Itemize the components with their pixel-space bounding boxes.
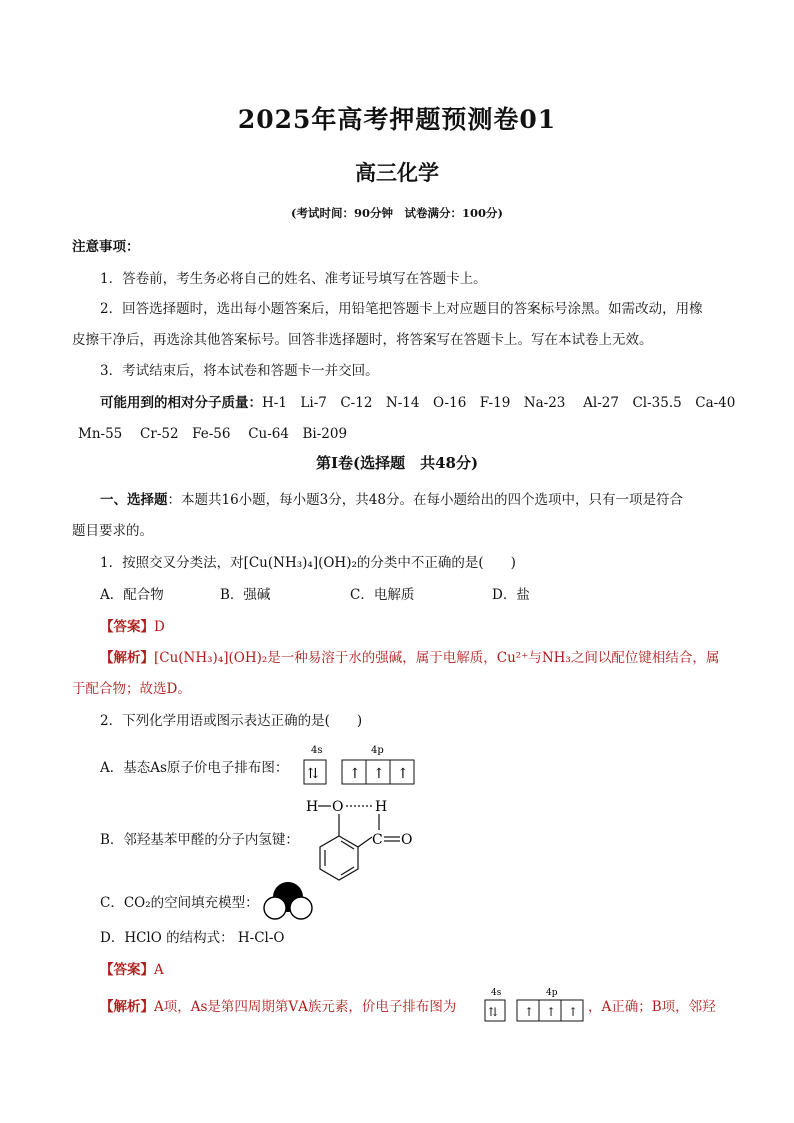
- q1-analysis-tag: 【解析】: [100, 650, 154, 666]
- hydroxybenzaldehyde-structure: [300, 792, 425, 884]
- orbital-4s-label: 4s: [311, 745, 323, 756]
- analysis-orbital-diagram: [481, 985, 595, 1025]
- masses-line-1: [100, 394, 760, 412]
- q1-option-c: C．电解质: [350, 587, 415, 603]
- orbital-4s-arrows: ⇅: [307, 766, 319, 782]
- section-intro-label: 一、选择题: [100, 492, 168, 508]
- q1-analysis-a: [100, 649, 760, 667]
- q2-option-b: B．邻羟基苯甲醛的分子内氢键：: [100, 832, 299, 848]
- struct-atom-o2: O: [401, 832, 413, 848]
- benzene-ring: [320, 836, 358, 880]
- q2-answer-value: A: [154, 962, 164, 978]
- q2-answer-tag: 【答案】: [100, 962, 154, 978]
- notes-item-3: 3．考试结束后，将本试卷和答题卡一并交回。: [100, 363, 379, 379]
- q1-answer-tag: 【答案】: [100, 619, 154, 635]
- notes-heading: 注意事项：: [72, 239, 140, 255]
- analysis-4p-label: 4p: [546, 988, 558, 998]
- analysis-4s-label: 4s: [491, 988, 502, 998]
- q2-option-a: A．基态As原子价电子排布图：: [100, 760, 289, 776]
- q2-analysis-b: ，A正确；B项，邻羟: [588, 999, 716, 1015]
- q1-option-b: B．强碱: [220, 587, 271, 603]
- q1-analysis-text: [Cu(NH₃)₄](OH)₂是一种易溶于水的强碱，属于电解质，Cu²⁺与NH₃之间以配位键相结合，属: [154, 650, 720, 666]
- q1-options: [100, 586, 760, 604]
- struct-atom-h: H: [306, 799, 319, 815]
- orbital-4p-arrow-3: ↑: [397, 766, 409, 782]
- as-orbital-diagram: [298, 742, 420, 788]
- q2-analysis-tag: 【解析】: [100, 999, 154, 1015]
- q1-stem: 1．按照交叉分类法，对[Cu(NH₃)₄](OH)₂的分类中不正确的是( ): [100, 555, 516, 571]
- q1-option-a: A．配合物: [100, 587, 164, 603]
- struct-atom-h2: H: [375, 799, 388, 815]
- section-title: 第Ⅰ卷(选择题 共48分): [315, 454, 479, 472]
- masses-values-1: H-1 Li-7 C-12 N-14 O-16 F-19 Na-23 Al-27 Cl-35.5 Ca-40: [262, 395, 736, 411]
- q2-option-c: C．CO₂的空间填充模型：: [100, 895, 259, 911]
- svg-text:↑: ↑: [546, 1005, 557, 1019]
- struct-atom-c: C: [372, 832, 383, 848]
- masses-label: 可能用到的相对分子质量：: [100, 395, 262, 411]
- oxygen-atom-left: [264, 897, 286, 919]
- q2-stem: 2．下列化学用语或图示表达正确的是( ): [100, 713, 363, 729]
- exam-info: (考试时间：90分钟 试卷满分：100分): [291, 206, 503, 220]
- co2-space-filling-model: [261, 880, 317, 922]
- orbital-4p-label: 4p: [371, 745, 384, 756]
- q2-analysis-text: A项，As是第四周期第ⅤA族元素，价电子排布图为: [154, 999, 457, 1015]
- section-intro-text: ：本题共16小题，每小题3分，共48分。在每小题给出的四个选项中，只有一项是符合: [167, 492, 683, 508]
- notes-item-2a: 2．回答选择题时，选出每小题答案后，用铅笔把答题卡上对应题目的答案标号涂黑。如需改动，用橡: [100, 301, 703, 317]
- notes-item-1: 1．答卷前，考生务必将自己的姓名、准考证号填写在答题卡上。: [100, 271, 487, 287]
- notes-item-2b: 皮擦干净后，再选涂其他答案标号。回答非选择题时，将答案写在答题卡上。写在本试卷上无效。: [72, 332, 653, 348]
- page-title: 2025年高考押题预测卷01: [237, 105, 557, 134]
- q1-option-d: D．盐: [492, 587, 530, 603]
- section-intro-a: [100, 491, 760, 509]
- svg-text:⇅: ⇅: [488, 1005, 499, 1019]
- svg-text:↑: ↑: [524, 1005, 535, 1019]
- section-intro-b: 题目要求的。: [72, 523, 153, 539]
- q2-option-d: D．HClO 的结构式： H-Cl-O: [100, 930, 285, 946]
- q2-answer: [100, 961, 760, 979]
- masses-line-2: Mn-55 Cr-52 Fe-56 Cu-64 Bi-209: [78, 426, 348, 442]
- page-subtitle: 高三化学: [355, 160, 439, 185]
- struct-atom-o: O: [332, 799, 344, 815]
- q1-analysis-b: 于配合物；故选D。: [72, 681, 191, 697]
- orbital-4p-arrow-1: ↑: [349, 766, 361, 782]
- svg-text:↑: ↑: [568, 1005, 579, 1019]
- orbital-4p-arrow-2: ↑: [373, 766, 385, 782]
- q1-answer-value: D: [154, 619, 165, 635]
- q1-answer: [100, 618, 760, 636]
- oxygen-atom-right: [290, 897, 312, 919]
